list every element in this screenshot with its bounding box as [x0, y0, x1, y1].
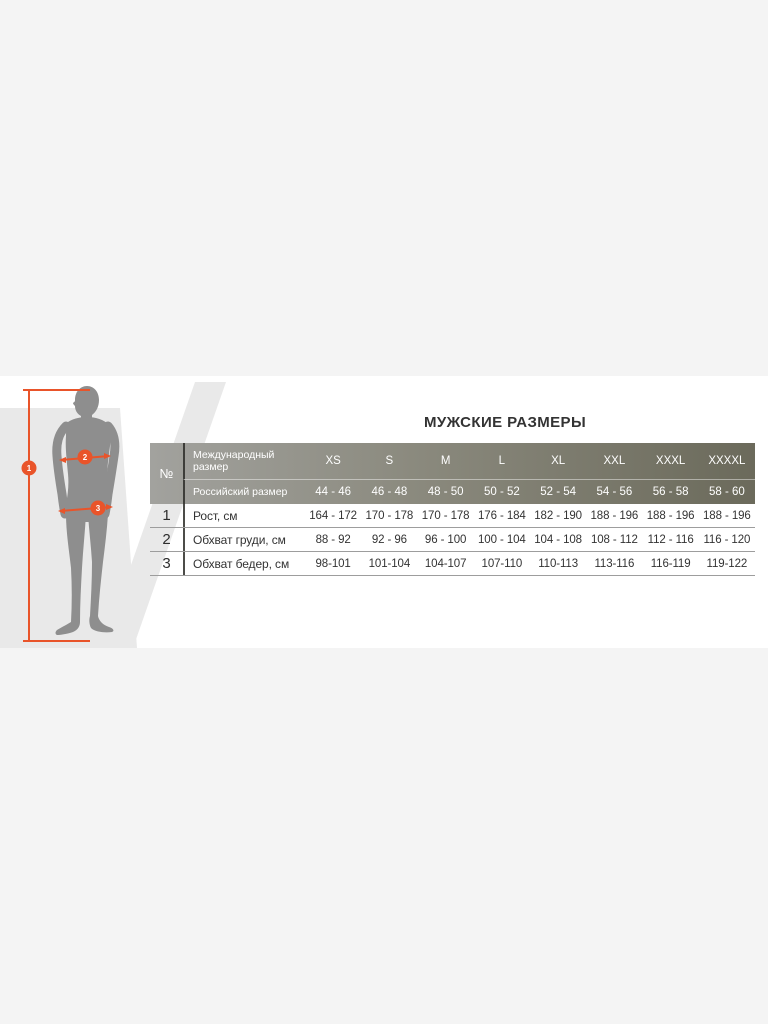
- row-number: 3: [162, 555, 171, 572]
- russian-size-xl: 52 - 54: [530, 479, 586, 504]
- russian-size-label: Российский размер: [183, 479, 305, 504]
- marker-1-label: 1: [26, 464, 32, 473]
- russian-size-xs: 44 - 46: [305, 479, 361, 504]
- height-s: 170 - 178: [365, 509, 414, 522]
- chest-m: 96 - 100: [424, 533, 467, 546]
- russian-size-xxl: 54 - 56: [586, 479, 642, 504]
- hips-xl: 110-113: [538, 557, 579, 570]
- size-col-m: M: [440, 455, 451, 467]
- row-number: 1: [162, 507, 171, 524]
- size-col-l: L: [498, 455, 506, 467]
- height-xs: 164 - 172: [309, 509, 357, 522]
- russian-size-xxxl: 56 - 58: [643, 479, 699, 504]
- table-header: [150, 443, 755, 504]
- height-xxxxl: 188 - 196: [703, 509, 751, 522]
- hips-xxl: 113-116: [594, 557, 635, 570]
- number-column-header: №: [159, 466, 174, 481]
- chest-xxxl: 112 - 116: [647, 533, 694, 546]
- mens-size-table: [150, 443, 755, 576]
- international-size-label: Международный размер: [183, 443, 305, 479]
- size-col-xs: XS: [325, 455, 341, 467]
- height-xxl: 188 - 196: [590, 509, 639, 522]
- row-label: Обхват груди, см: [183, 528, 305, 551]
- height-xxxl: 188 - 196: [646, 509, 695, 522]
- hips-xxxl: 116-119: [650, 557, 691, 570]
- hips-xs: 98-101: [315, 557, 351, 570]
- russian-size-s: 46 - 48: [361, 479, 417, 504]
- size-col-s: S: [385, 455, 394, 467]
- row-label: Обхват бедер, см: [183, 552, 305, 575]
- russian-size-xxxxl: 58 - 60: [699, 479, 755, 504]
- hips-l: 107-110: [481, 557, 523, 570]
- table-row-chest: [150, 528, 755, 552]
- table-row-height: [150, 504, 755, 528]
- chest-s: 92 - 96: [371, 533, 407, 546]
- hips-s: 101-104: [368, 557, 411, 570]
- table-row-hips: [150, 552, 755, 576]
- chest-xxxxl: 116 - 120: [703, 533, 751, 546]
- marker-3-label: 3: [95, 504, 101, 513]
- hips-xxxxl: 119-122: [706, 557, 748, 570]
- chest-xl: 104 - 108: [534, 533, 582, 546]
- hips-m: 104-107: [424, 557, 467, 570]
- height-l: 176 - 184: [478, 509, 526, 522]
- size-col-xxxl: XXXL: [655, 455, 686, 467]
- chest-l: 100 - 104: [478, 533, 526, 546]
- russian-size-m: 48 - 50: [418, 479, 474, 504]
- row-number: 2: [162, 531, 171, 548]
- height-xl: 182 - 190: [534, 509, 582, 522]
- row-label: Рост, см: [183, 504, 305, 527]
- height-m: 170 - 178: [421, 509, 470, 522]
- page-title: МУЖСКИЕ РАЗМЕРЫ: [423, 414, 587, 431]
- russian-size-l: 50 - 52: [474, 479, 530, 504]
- size-col-xl: XL: [551, 455, 566, 467]
- marker-2-label: 2: [82, 453, 88, 462]
- size-col-xxxxl: XXXXL: [708, 455, 746, 467]
- size-col-xxl: XXL: [603, 455, 626, 467]
- chest-xs: 88 - 92: [315, 533, 351, 546]
- chest-xxl: 108 - 112: [590, 533, 638, 546]
